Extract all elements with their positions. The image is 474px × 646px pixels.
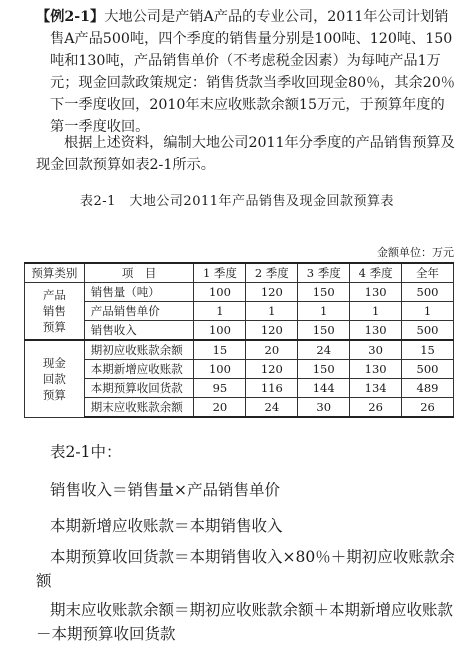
cell-q2: 120: [246, 321, 298, 341]
cell-year: 500: [402, 321, 454, 341]
cell-q2: 20: [246, 340, 298, 360]
cell-q4: 130: [350, 283, 402, 302]
cell-year: 500: [402, 283, 454, 302]
table-row: [25, 360, 454, 379]
category-cash: [25, 340, 85, 417]
cell-q3: 30: [298, 398, 350, 418]
cell-q1: 100: [194, 360, 246, 379]
header-year: 全年: [402, 263, 454, 283]
cell-q4: 30: [350, 340, 402, 360]
cell-year: 1: [402, 302, 454, 321]
budget-table: [24, 262, 454, 418]
category-cash-text: 现金 回款 预算: [42, 355, 66, 402]
cell-q4: 130: [350, 321, 402, 341]
cell-q4: 26: [350, 398, 402, 418]
cell-q3: 150: [298, 321, 350, 341]
cell-q2: 116: [246, 379, 298, 398]
category-sales-text: 产品 销售 预算: [42, 288, 66, 334]
header-category: 预算类别: [25, 263, 85, 283]
table-row: [25, 340, 454, 360]
header-item: 项 目: [84, 263, 194, 283]
cell-year: 26: [402, 398, 454, 418]
cell-q1: 20: [194, 398, 246, 418]
example-label: 【例2-1】: [36, 9, 105, 25]
row-item: 销售收入: [84, 321, 194, 341]
header-q2: 2 季度: [246, 263, 298, 283]
table-title: 表2-1 大地公司2011年产品销售及现金回款预算表: [79, 194, 395, 209]
formula-sales-revenue: 销售收入＝销售量×产品销售单价: [50, 481, 280, 499]
table-row: [25, 283, 454, 302]
cell-q2: 1: [246, 302, 298, 321]
row-item: 本期预算收回货款: [84, 379, 194, 398]
cell-year: 15: [402, 340, 454, 360]
cell-q3: 144: [298, 379, 350, 398]
row-item: 期末应收账款余额: [84, 398, 194, 418]
header-q3: 3 季度: [298, 263, 350, 283]
header-q4: 4 季度: [350, 263, 402, 283]
formula-ending-receivables: 期末应收账款余额＝期初应收账款余额＋本期新增应收账款－本期预算收回货款: [36, 601, 454, 643]
category-sales: [25, 283, 85, 341]
table-header-row: [25, 263, 454, 283]
row-item: 期初应收账款余额: [84, 340, 194, 360]
cell-q3: 1: [298, 302, 350, 321]
table-row: [25, 398, 454, 418]
cell-year: 500: [402, 360, 454, 379]
cell-q4: 134: [350, 379, 402, 398]
cell-q1: 1: [194, 302, 246, 321]
cell-q1: 15: [194, 340, 246, 360]
cell-q3: 150: [298, 360, 350, 379]
table-row: [25, 321, 454, 341]
cell-year: 489: [402, 379, 454, 398]
formula-collections: 本期预算收回货款＝本期销售收入×80％＋期初应收账款余额: [36, 548, 455, 590]
cell-q3: 150: [298, 283, 350, 302]
formula-intro: 表2-1中：: [50, 443, 122, 461]
table-unit: 金额单位：万元: [377, 246, 454, 259]
cell-q2: 120: [246, 283, 298, 302]
row-item: 本期新增应收账款: [84, 360, 194, 379]
table-row: [25, 379, 454, 398]
intro-paragraph: 根据上述资料，编制大地公司2011年分季度的产品销售预算及现金回款预算如表2-1所示。: [36, 135, 455, 173]
cell-q3: 24: [298, 340, 350, 360]
row-item: 产品销售单价: [84, 302, 194, 321]
cell-q4: 1: [350, 302, 402, 321]
table-row: [25, 302, 454, 321]
cell-q2: 24: [246, 398, 298, 418]
cell-q1: 100: [194, 283, 246, 302]
example-text: 大地公司是产销A产品的专业公司，2011年公司计划销售A产品500吨，四个季度的销售量分别是100吨、120吨、150吨和130吨，产品销售单价（不考虑税金因素）为每吨产品1万元；现金回款政策规定：销售货款当季收回现金80％，其余20％下一季度收回，2010年末应收账款余额15万元，于预算年度的第一季度收回。: [50, 9, 455, 135]
row-item: 销售量（吨）: [84, 283, 194, 302]
cell-q4: 130: [350, 360, 402, 379]
example-paragraph: [36, 6, 458, 138]
cell-q1: 95: [194, 379, 246, 398]
header-q1: 1 季度: [194, 263, 246, 283]
formula-new-receivables: 本期新增应收账款＝本期销售收入: [50, 517, 283, 535]
cell-q1: 100: [194, 321, 246, 341]
cell-q2: 120: [246, 360, 298, 379]
